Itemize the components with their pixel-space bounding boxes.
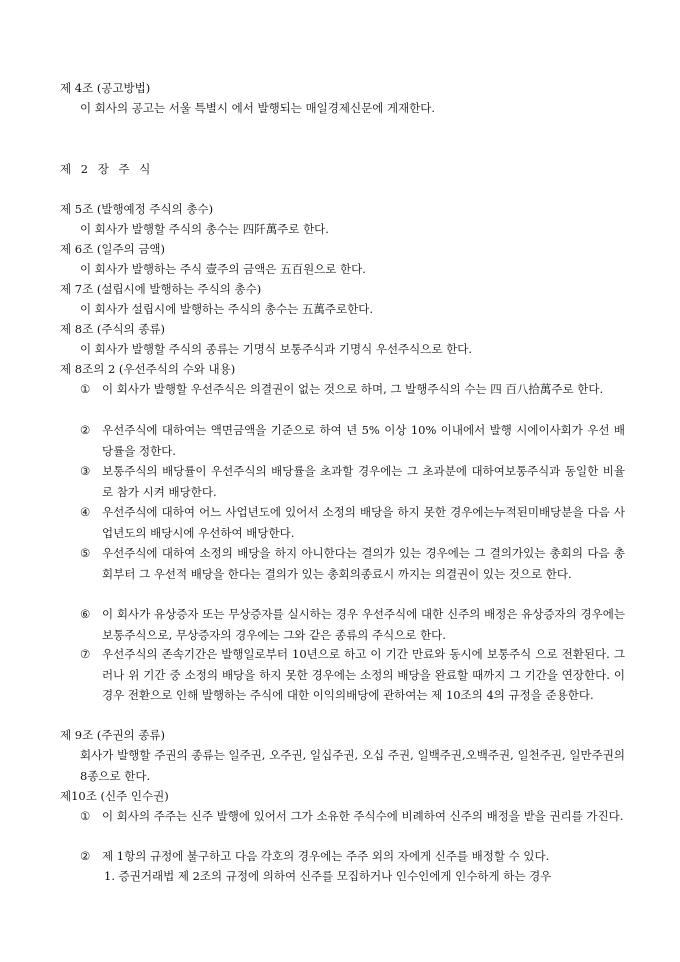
article-6-title: 제 6조 (일주의 금액) bbox=[60, 242, 166, 256]
item-text: 우선주식의 존속기간은 발행일로부터 10년으로 하고 이 기간 만료와 동시에 보통주식 으로 전환된다. 그러나 위 기간 중 소정의 배당을 하지 못한 경우에는 소정의 배당을 완료할 때까지 그 기간을 연장한다. 이 경우 전환으로 인해 발행하는 주식에 대한 이익의배당에 관하여는 제 10조의 4의 규정을 준용한다. bbox=[102, 647, 625, 702]
article-9-title: 제 9조 (주권의 종류) bbox=[60, 728, 166, 742]
article-8-title: 제 8조 (주식의 종류) bbox=[60, 322, 166, 336]
item-text: 이 회사가 유상증자 또는 무상증자를 실시하는 경우 우선주식에 대한 신주의 배정은 유상증자의 경우에는 보통주식으로, 무상증자의 경우에는 그와 같은 종류의 주식으로 한다. bbox=[102, 607, 625, 642]
article-5-title: 제 5조 (발행예정 주식의 총수) bbox=[60, 202, 214, 216]
article-8-2-item-1 bbox=[80, 379, 625, 400]
article-4-title: 제 4조 (공고방법) bbox=[60, 81, 151, 95]
item-marker: ② bbox=[80, 423, 91, 437]
chapter-2-title: 제 2 장 주 식 bbox=[60, 162, 151, 176]
item-text: 우선주식에 대하여는 액면금액을 기준으로 하여 년 5% 이상 10% 이내에서 발행 시에이사회가 우선 배당률을 정한다. bbox=[102, 423, 625, 458]
article-10-title: 제10조 (신주 인수권) bbox=[60, 789, 169, 803]
article-9-body bbox=[80, 745, 625, 786]
article-10-item-1 bbox=[80, 806, 625, 827]
item-marker: ⑦ bbox=[80, 647, 91, 661]
article-7-body: 이 회사가 설립시에 발행하는 주식의 총수는 五萬주로한다. bbox=[80, 302, 373, 316]
article-8-2-item-7 bbox=[80, 644, 625, 706]
item-marker: ③ bbox=[80, 464, 91, 478]
article-8-2-title: 제 8조의 2 (우선주식의 수와 내용) bbox=[60, 362, 236, 376]
article-8-body: 이 회사가 발행할 주식의 종류는 기명식 보통주식과 기명식 우선주식으로 한다. bbox=[80, 342, 473, 356]
item-marker: ⑥ bbox=[80, 607, 91, 621]
item-marker: ① bbox=[80, 809, 91, 823]
article-8-2-item-6 bbox=[80, 604, 625, 645]
item-text: 보통주식의 배당률이 우선주식의 배당률을 초과할 경우에는 그 초과분에 대하여보통주식과 동일한 비율로 참가 시켜 배당한다. bbox=[102, 464, 625, 499]
article-10-subitem-1: 1. 증권거래법 제 2조의 규정에 의하여 신주를 모집하거나 인수인에게 인수하게 하는 경우 bbox=[104, 869, 552, 883]
item-marker: ④ bbox=[80, 505, 91, 519]
article-4-body: 이 회사의 공고는 서울 특별시 에서 발행되는 매일경제신문에 게재한다. bbox=[80, 101, 436, 115]
item-text: 이 회사가 발행할 우선주식은 의결권이 없는 것으로 하며, 그 발행주식의 수는 四 百八拾萬주로 한다. bbox=[102, 382, 604, 396]
item-marker: ① bbox=[80, 382, 91, 396]
article-6-body: 이 회사가 발행하는 주식 壹주의 금액은 五百원으로 한다. bbox=[80, 262, 366, 276]
item-marker: ⑤ bbox=[80, 546, 91, 560]
item-text: 우선주식에 대하여 어느 사업년도에 있어서 소정의 배당을 하지 못한 경우에는누적된미배당분을 다음 사업년도의 배당시에 우선하여 배당한다. bbox=[102, 505, 625, 540]
article-8-2-item-2 bbox=[80, 420, 625, 461]
article-7-title: 제 7조 (설립시에 발행하는 주식의 총수) bbox=[60, 282, 262, 296]
item-text: 제 1항의 규정에 불구하고 다음 각호의 경우에는 주주 외의 자에게 신주를 배정할 수 있다. bbox=[102, 849, 550, 863]
article-8-2-item-4 bbox=[80, 502, 625, 543]
article-8-2-item-5 bbox=[80, 543, 625, 584]
article-9-text: 회사가 발행할 주권의 종류는 일주권, 오주권, 일십주권, 오십 주권, 일백주권,오백주권, 일천주권, 일만주권의 8종으로 한다. bbox=[80, 748, 625, 783]
article-8-2-item-3 bbox=[80, 461, 625, 502]
article-10-item-2 bbox=[80, 846, 625, 867]
item-marker: ② bbox=[80, 849, 91, 863]
item-text: 이 회사의 주주는 신주 발행에 있어서 그가 소유한 주식수에 비례하여 신주의 배정을 받을 권리를 가진다. bbox=[102, 809, 624, 823]
item-text: 우선주식에 대하여 소정의 배당을 하지 아니한다는 결의가 있는 경우에는 그 결의가있는 총회의 다음 총회부터 그 우선적 배당을 한다는 결의가 있는 총회의종료시 까지는 의결권이 있는 것으로 한다. bbox=[102, 546, 625, 581]
article-5-body: 이 회사가 발행할 주식의 총수는 四阡萬주로 한다. bbox=[80, 222, 329, 236]
